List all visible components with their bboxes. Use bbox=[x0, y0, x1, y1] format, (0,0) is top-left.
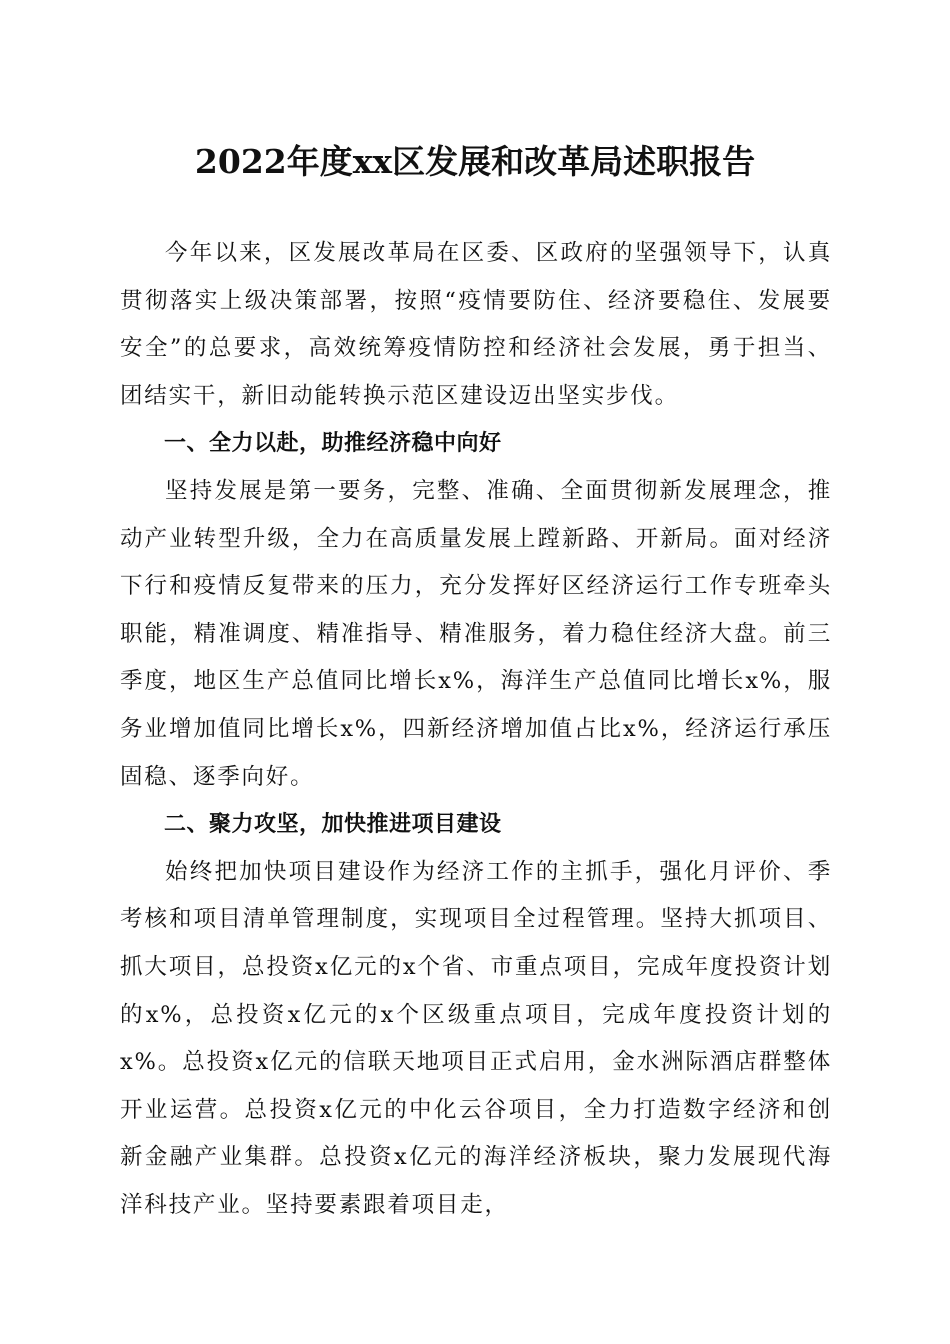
section-heading-2: 二、聚力攻坚，加快推进项目建设 bbox=[164, 812, 502, 838]
intro-paragraph: 今年以来，区发展改革局在区委、区政府的坚强领导下，认真贯彻落实上级决策部署，按照“疫情要防住、经济要稳住、发展要安全”的总要求，高效统筹疫情防控和经济社会发展，勇于担当、团结实干，新旧动能转换示范区建设迈出坚实步伐。 bbox=[120, 240, 832, 409]
page-title: 2022年度xx区发展和改革局述职报告 bbox=[194, 142, 756, 181]
section-text-2: 始终把加快项目建设作为经济工作的主抓手，强化月评价、季考核和项目清单管理制度，实现项目全过程管理。坚持大抓项目、抓大项目，总投资x亿元的x个省、市重点项目，完成年度投资计划的x%，总投资x亿元的x个区级重点项目，完成年度投资计划的x%。总投资x亿元的信联天地项目正式启用，金水洲际酒店群整体开业运营。总投资x亿元的中化云谷项目，全力打造数字经济和创新金融产业集群。总投资x亿元的海洋经济板块，聚力发展现代海洋科技产业。坚持要素跟着项目走， bbox=[120, 858, 832, 1218]
document-body bbox=[120, 230, 832, 1229]
section-text-1: 坚持发展是第一要务，完整、准确、全面贯彻新发展理念，推动产业转型升级，全力在高质量发展上蹚新路、开新局。面对经济下行和疫情反复带来的压力，充分发挥好区经济运行工作专班牵头职能，精准调度、精准指导、精准服务，着力稳住经济大盘。前三季度，地区生产总值同比增长x%，海洋生产总值同比增长x%，服务业增加值同比增长x%，四新经济增加值占比x%，经济运行承压固稳、逐季向好。 bbox=[120, 477, 832, 790]
section-heading-1: 一、全力以赴，助推经济稳中向好 bbox=[164, 431, 502, 457]
